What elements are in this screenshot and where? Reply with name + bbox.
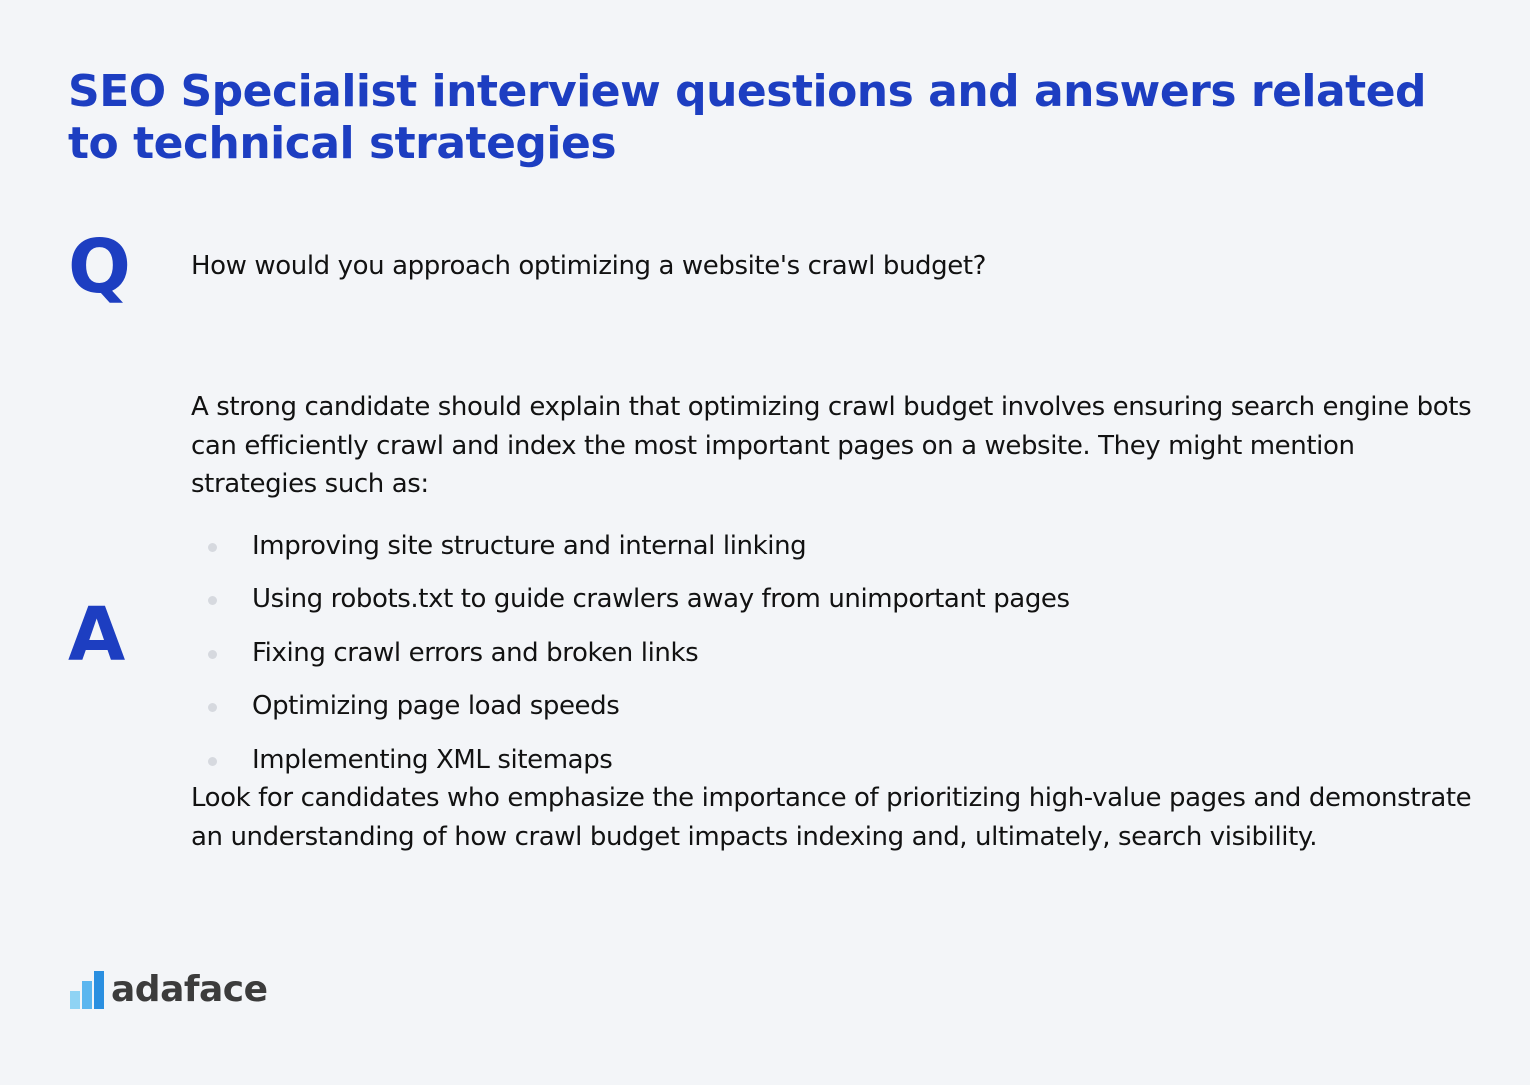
page-title: SEO Specialist interview questions and answers related to technical strategies — [68, 66, 1427, 169]
strategy-list — [191, 520, 1481, 788]
list-item — [191, 734, 1481, 788]
logo-text: adaface — [111, 969, 268, 1010]
bullet-icon — [208, 650, 217, 659]
adaface-logo — [70, 968, 268, 1012]
bullet-icon — [208, 757, 217, 766]
list-item-text: Using robots.txt to guide crawlers away from unimportant pages — [252, 584, 1070, 614]
bullet-icon — [208, 703, 217, 712]
list-item — [191, 520, 1481, 574]
question-marker: Q — [68, 224, 131, 310]
list-item-text: Optimizing page load speeds — [252, 691, 620, 721]
bullet-icon — [208, 596, 217, 605]
list-item-text: Fixing crawl errors and broken links — [252, 637, 699, 668]
answer-intro: A strong candidate should explain that optimizing crawl budget involves ensuring search engine bots can efficiently crawl and index the most important pages on a website. They might mention strategies such as: — [191, 392, 1472, 499]
adaface-logo-icon — [70, 971, 104, 1009]
list-item — [191, 680, 1481, 734]
answer-block — [191, 388, 1481, 856]
bullet-icon — [208, 543, 217, 552]
answer-closing: Look for candidates who emphasize the importance of prioritizing high-value pages and demonstrate an understanding of how crawl budget impacts indexing and, ultimately, search visibility. — [191, 783, 1472, 852]
list-item — [191, 627, 1481, 681]
list-item-text: Improving site structure and internal linking — [252, 530, 807, 561]
list-item-text: Implementing XML sitemaps — [252, 744, 613, 775]
question-text: How would you approach optimizing a website's crawl budget? — [191, 251, 987, 281]
list-item — [191, 573, 1481, 627]
answer-marker: A — [68, 592, 126, 678]
